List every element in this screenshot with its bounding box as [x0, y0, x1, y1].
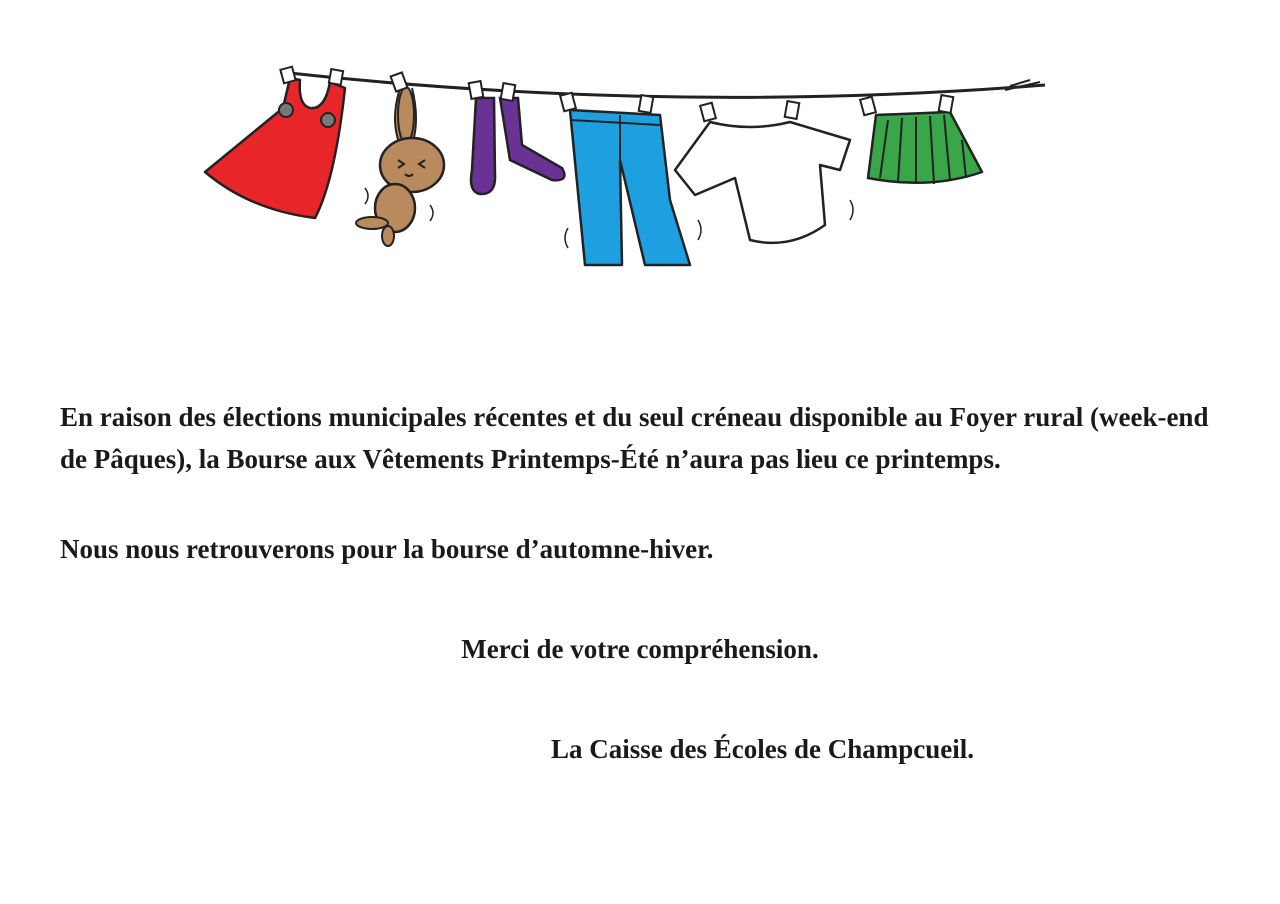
thanks-line: Merci de votre compréhension.	[461, 634, 819, 664]
bunny-plush-icon	[356, 72, 444, 246]
followup-paragraph: Nous nous retrouverons pour la bourse d’automne-hiver.	[60, 534, 714, 564]
clothesline-illustration	[150, 60, 1070, 270]
red-dress-icon	[205, 67, 345, 218]
notice-paragraph: En raison des élections municipales récentes et du seul créneau disponible au Foyer rural (week-end de Pâques), la Bourse aux Vêtements Printemps-Été n’aura pas lieu ce printemps.	[60, 402, 1209, 474]
blue-jeans-icon	[560, 93, 701, 265]
purple-socks-icon	[469, 81, 565, 194]
signature-line: La Caisse des Écoles de Champcueil.	[551, 734, 975, 764]
green-skirt-icon	[860, 95, 982, 184]
white-tshirt-icon	[675, 101, 853, 243]
